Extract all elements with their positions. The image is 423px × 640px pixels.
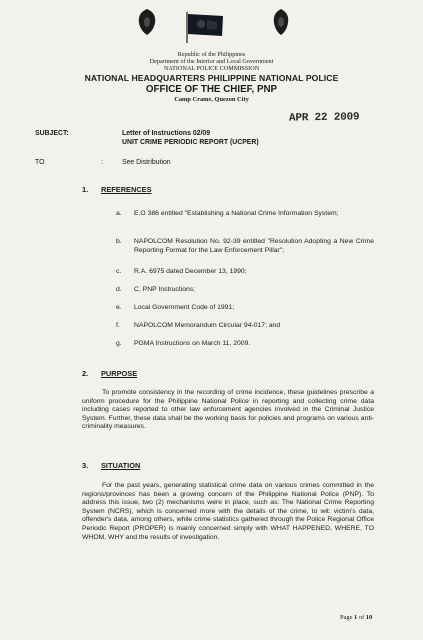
header-republic: Republic of the Philippines [177, 51, 246, 58]
header-office-chief: OFFICE OF THE CHIEF, PNP [145, 84, 278, 95]
right-seal-icon [271, 8, 291, 36]
section-1-title: REFERENCES [101, 185, 152, 194]
left-seal-icon [136, 8, 158, 36]
to-value: See Distribution [122, 159, 171, 166]
ref-b-letter: b. [116, 238, 122, 245]
ref-e-letter: e. [116, 304, 122, 311]
ref-g-letter: g. [116, 340, 122, 347]
ref-b-text: NAPOLCOM Resolution No. 92-39 entitled "Resolution Adopting a New Crime Reporting Format for the Law Enforcement Pillar"; [134, 238, 374, 254]
ref-d-letter: d. [116, 286, 122, 293]
ref-c-letter: c. [116, 268, 122, 275]
ref-e-text: Local Government Code of 1991; [134, 304, 235, 311]
section-2-title: PURPOSE [101, 369, 138, 378]
page-total: 10 [365, 614, 373, 621]
page-number [340, 614, 372, 621]
received-date-stamp: APR 22 2009 [288, 111, 360, 125]
page-current: 1 [354, 614, 358, 621]
to-label: TO [35, 159, 45, 166]
ref-g-text: PGMA Instructions on March 11, 2009. [134, 340, 251, 347]
of-word: of [358, 614, 365, 621]
ref-d-text: C, PNP Instructions; [134, 286, 196, 293]
section-2-paragraph: To promote consistency in the recording of crime incidence, these guidelines prescribe a uniform procedure for the Philippine National Police in reporting and collecting crime data including cases reported to other law enforcement agencies involved in the Criminal Justice System. Further, these data shall be the working basis for policies and programs on various anti-criminality measures. [82, 389, 374, 431]
header-napolcom: NATIONAL POLICE COMMISSION [163, 65, 260, 72]
section-1-number: 1. [82, 185, 89, 194]
section-3-number: 3. [82, 461, 89, 470]
page-word: Page [340, 614, 353, 621]
section-3-title: SITUATION [101, 461, 141, 470]
subject-line-2: UNIT CRIME PERIODIC REPORT (UCPER) [122, 139, 259, 146]
subject-label: SUBJECT: [35, 130, 69, 137]
subject-line-1: Letter of Instructions 02/09 [122, 130, 211, 137]
ref-f-letter: f. [116, 322, 120, 329]
pnp-flag-icon [185, 10, 225, 44]
section-3-paragraph: For the past years, generating statistical crime data on various crimes committed in the regions/provinces has been a growing concern of the Philippine National Police (PNP). To address this issue, two (2) mechanisms were in place, such as: The National Crime Reporting System (NCRS), which is concerned more with the details of the crime, to wit: victim's data, offender's data, among others, while crime statistics gathered through the Police Regional Office Periodic Report (PROPER) is mainly concerned simply with WHAT HAPPENED, WHERE, TO WHOM, WHY and the results of investigation. [82, 482, 374, 541]
ref-c-text: R.A. 6975 dated December 13, 1990; [134, 268, 247, 275]
to-separator: : [101, 159, 103, 166]
ref-f-text: NAPOLCOM Memorandum Circular 94-017; and [134, 322, 281, 329]
ref-a-text: E.O 386 entitled "Establishing a National Crime Information System; [134, 210, 339, 217]
header-department: Department of the Interior and Local Government [149, 58, 274, 65]
section-2-number: 2. [82, 369, 89, 378]
header-camp-crame: Camp Crame, Quezon City [174, 96, 249, 103]
header-nhq-pnp: NATIONAL HEADQUARTERS PHILIPPINE NATIONAL POLICE [84, 73, 339, 83]
ref-a-letter: a. [116, 210, 122, 217]
